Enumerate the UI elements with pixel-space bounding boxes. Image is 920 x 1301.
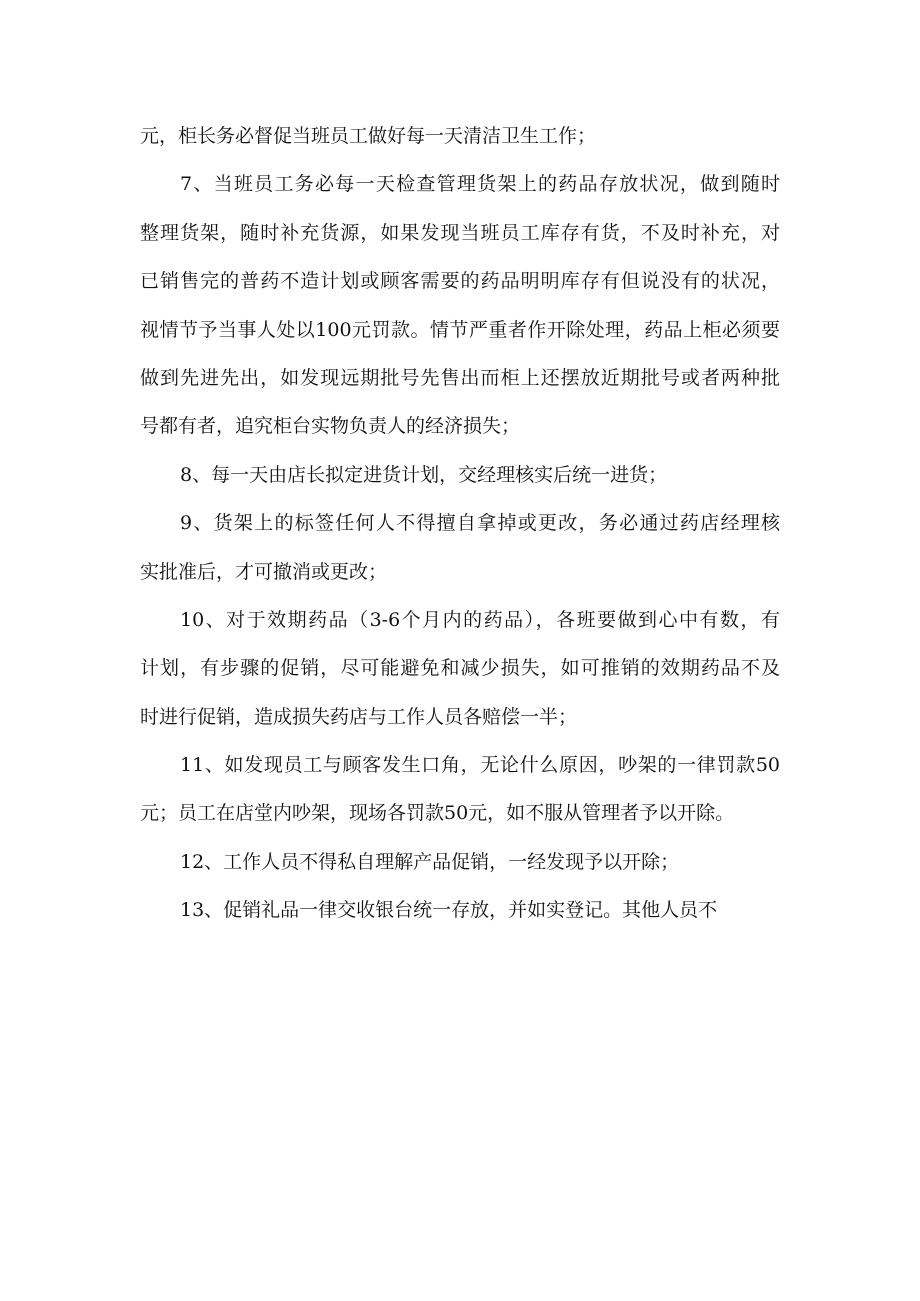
text-line: 视情节予当事人处以100元罚款。情节严重者作开除处理，药品上柜必须要 — [140, 318, 780, 341]
text-line: 元；员工在店堂内吵架，现场各罚款50元，如不服从管理者予以开除。 — [140, 802, 735, 825]
paragraph-item-9-line: 9、货架上的标签任何人不得擅自拿掉或更改，务必通过药店经理核 — [180, 512, 780, 535]
text-line: 号都有者，追究柜台实物负责人的经济损失； — [140, 415, 521, 438]
paragraph-item-7-line: 7、当班员工务必每一天检查管理货架上的药品存放状况，做到随时 — [180, 173, 780, 196]
text-line: 元，柜长务必督促当班员工做好每一天清洁卫生工作； — [140, 125, 597, 147]
text-line: 整理货架，随时补充货源，如果发现当班员工库存有货，不及时补充，对 — [140, 221, 780, 244]
paragraph-item-10-line: 10、对于效期药品（3-6个月内的药品），各班要做到心中有数，有 — [180, 608, 780, 631]
document-body — [140, 112, 780, 935]
text-line: 时进行促销，造成损失药店与工作人员各赔偿一半； — [140, 705, 578, 728]
text-line: 做到先进先出，如发现远期批号先售出而柜上还摆放近期批号或者两种批 — [140, 366, 780, 389]
paragraph-item-12-line: 12、工作人员不得私自理解产品促销，一经发现予以开除； — [180, 850, 680, 873]
text-line: 实批准后，才可撤消或更改； — [140, 560, 388, 583]
paragraph-item-13-line: 13、促销礼品一律交收银台统一存放，并如实登记。其他人员不 — [180, 899, 718, 922]
text-line: 计划，有步骤的促销，尽可能避免和减少损失，如可推销的效期药品不及 — [140, 657, 780, 680]
paragraph-item-11-line: 11、如发现员工与顾客发生口角，无论什么原因，吵架的一律罚款50 — [180, 754, 780, 777]
text-line: 已销售完的普药不造计划或顾客需要的药品明明库存有但说没有的状况， — [140, 270, 780, 293]
paragraph-item-8-line: 8、每一天由店长拟定进货计划，交经理核实后统一进货； — [180, 463, 668, 486]
